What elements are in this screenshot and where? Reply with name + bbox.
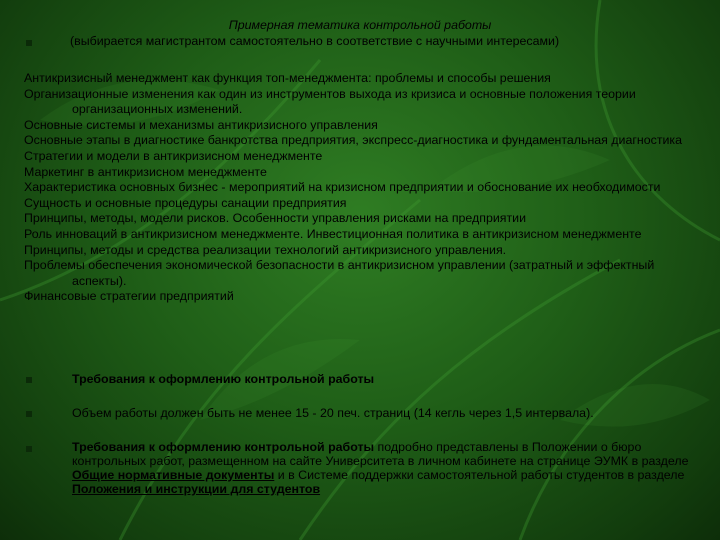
list-item: Стратегии и модели в антикризисном менеджменте [24, 148, 323, 163]
link-general-regulations[interactable]: Общие нормативные документы [72, 468, 275, 482]
requirements-details-text: подробно представлены в Положении о бюро контрольных работ, размещенном на сайте Университета в личном кабинете на странице ЭУМК в разделе [72, 440, 689, 468]
topics-list [24, 71, 699, 305]
requirements-title: Требования к оформлению контрольной работы [72, 372, 375, 386]
link-student-instructions[interactable]: Положения и инструкции для студентов [72, 482, 321, 496]
list-item: Роль инноваций в антикризисном менеджменте. Инвестиционная политика в антикризисном менеджменте [24, 226, 642, 241]
list-item: Принципы, методы и средства реализации технологий антикризисного управления. [24, 242, 507, 257]
square-bullet-icon [26, 377, 32, 383]
list-item: Финансовые стратегии предприятий [24, 289, 234, 304]
square-bullet-icon [26, 411, 32, 417]
list-item: Организационные изменения как один из инструментов выхода из кризиса и основные положения теории организационных изменений. [24, 86, 636, 117]
requirements-details [72, 440, 692, 496]
topics-title: Примерная тематика контрольной работы [228, 18, 492, 32]
list-item: Антикризисный менеджмент как функция топ-менеджмента: проблемы и способы решения [24, 71, 551, 85]
requirements-details-bold: Требования к оформлению контрольной работы [72, 440, 375, 454]
square-bullet-icon [26, 446, 32, 452]
list-item: Основные этапы в диагностике банкротства предприятия, экспресс-диагностика и фундаментальная диагностика [24, 133, 683, 148]
list-item: Основные системы и механизмы антикризисного управления [24, 117, 378, 132]
topics-heading [70, 17, 690, 49]
list-item: Принципы, методы, модели рисков. Особенности управления рисками на предприятии [24, 211, 527, 226]
list-item: Проблемы обеспечения экономической безопасности в антикризисном управлении (затратный и эффектный аспекты). [24, 258, 655, 288]
square-bullet-icon [26, 40, 32, 46]
list-item: Характеристика основных бизнес - мероприятий на кризисном предприятии и обоснование их необходимости [24, 180, 661, 195]
requirements-details-text: и в Системе поддержки самостоятельной работы студентов в разделе [274, 468, 685, 482]
volume-requirement: Объем работы должен быть не менее 15 - 20 печ. страниц (14 кегль через 1,5 интервала). [72, 406, 594, 420]
topics-subtitle: (выбирается магистрантом самостоятельно в соответствие с научными интересами) [70, 34, 560, 48]
list-item: Маркетинг в антикризисном менеджменте [24, 164, 267, 179]
list-item: Сущность и основные процедуры санации предприятия [24, 195, 347, 210]
